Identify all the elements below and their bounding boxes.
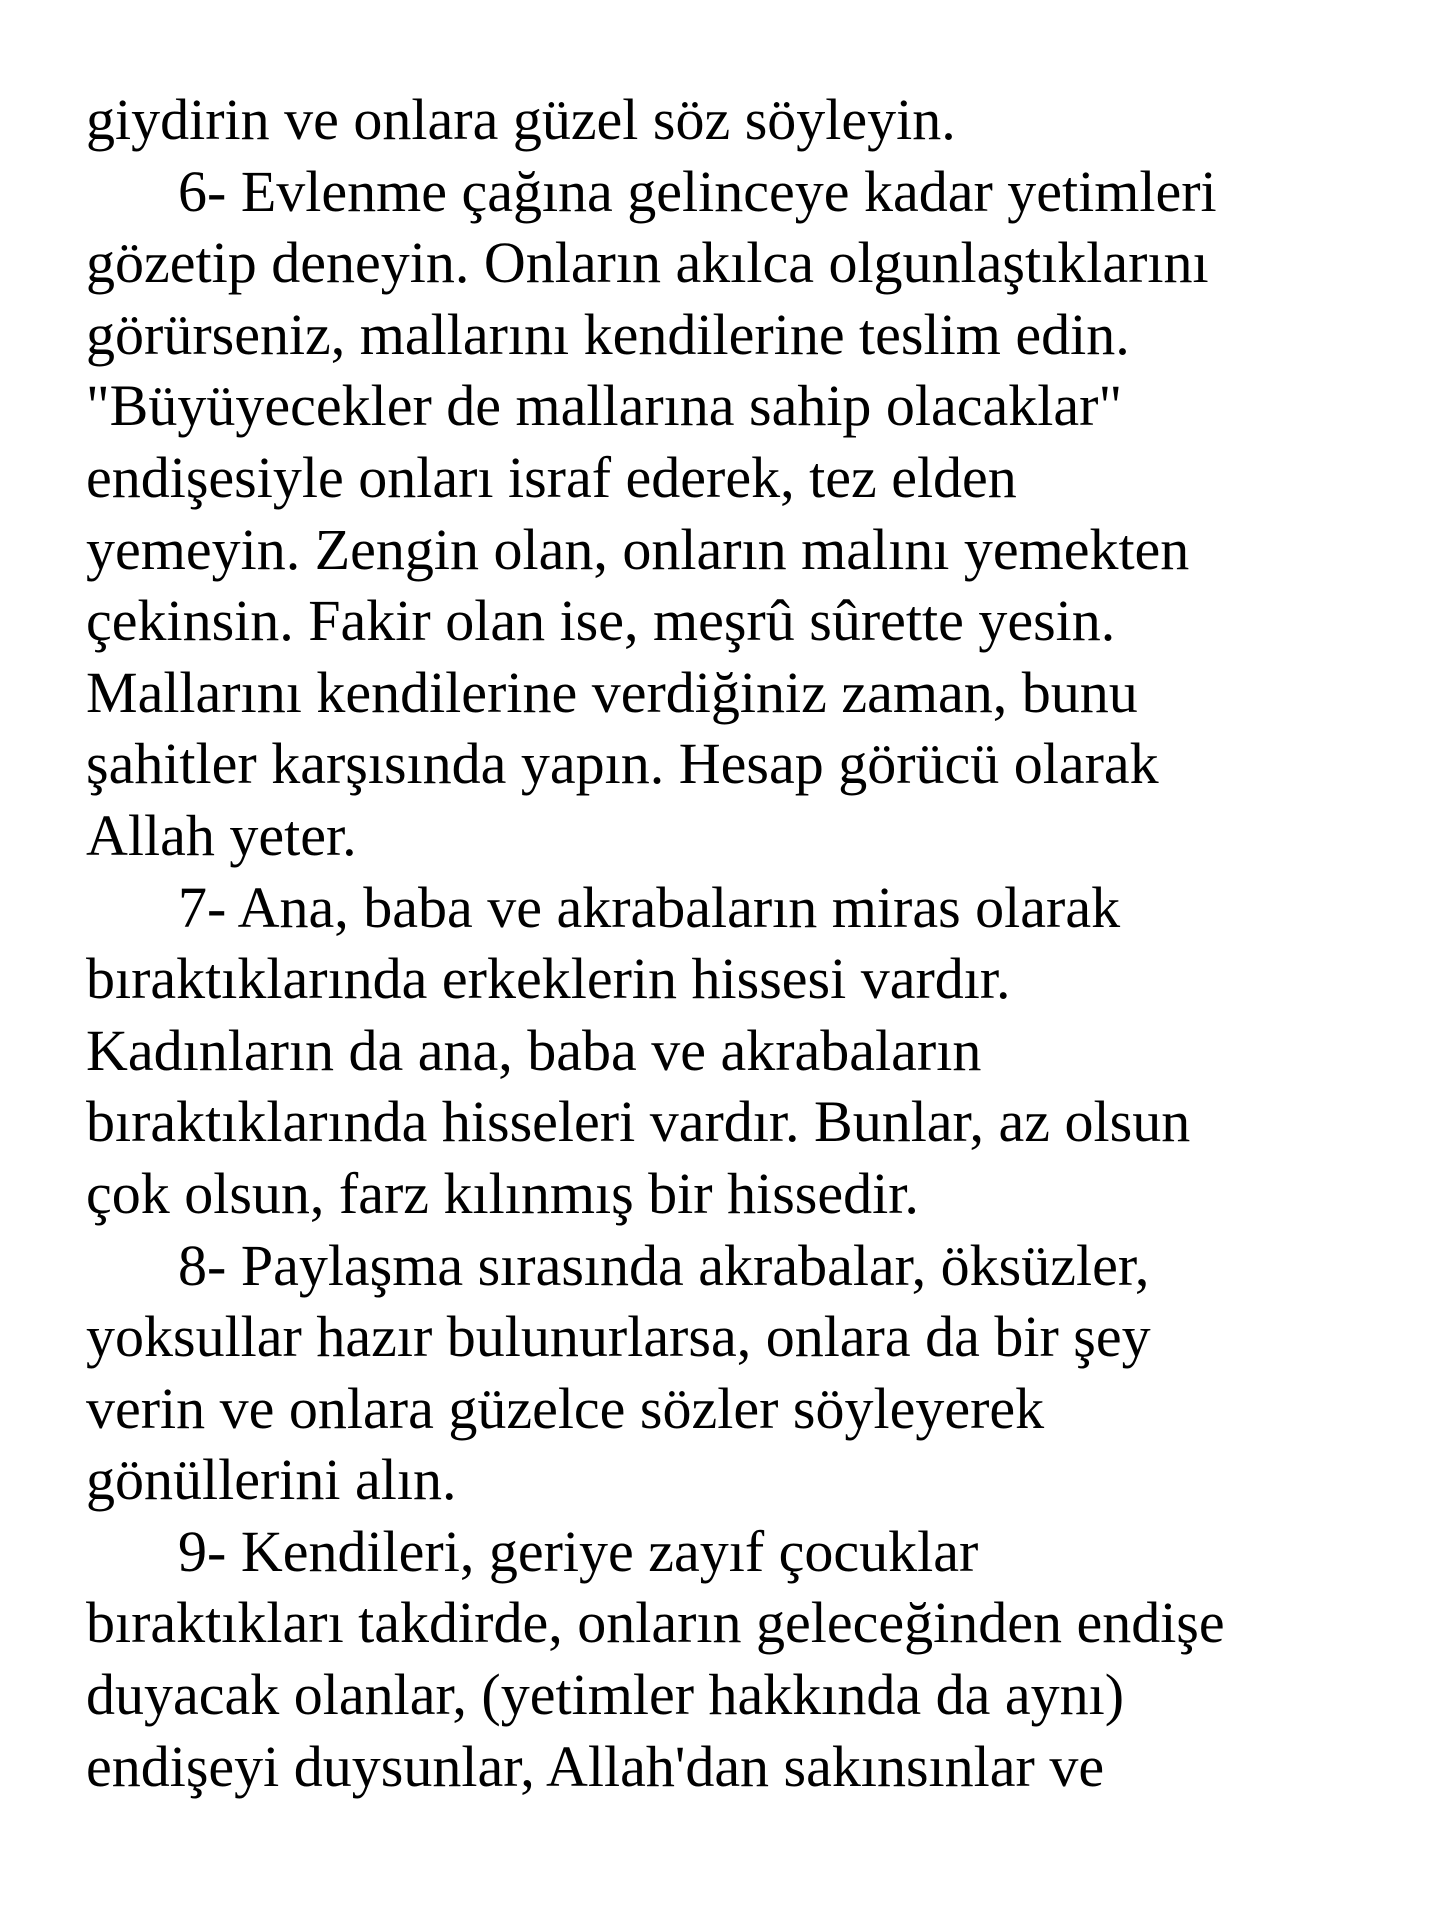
paragraph-first-line: 7- Ana, baba ve akrabaların miras olarak [178,874,1121,940]
paragraph-first-line: 6- Evlenme çağına gelinceye kadar yetimleri [178,158,1217,224]
paragraph-first-line: 8- Paylaşma sırasında akrabalar, öksüzler, [178,1232,1150,1298]
text-line: çok olsun, farz kılınmış bir hissedir. [86,1160,919,1226]
text-line: endişeyi duysunlar, Allah'dan sakınsınlar ve [86,1733,1105,1799]
text-line: bıraktıklarında erkeklerin hissesi vardır. [86,946,1011,1012]
text-line: yemeyin. Zengin olan, onların malını yemekten [86,516,1190,582]
text-line: duyacak olanlar, (yetimler hakkında da aynı) [86,1662,1125,1728]
paragraph-first-line: 9- Kendileri, geriye zayıf çocuklar [178,1518,979,1584]
body-text [86,84,1416,1802]
text-line: Allah yeter. [86,802,357,868]
text-line: giydirin ve onlara güzel söz söyleyin. [86,87,956,152]
text-line: gözetip deneyin. Onların akılca olgunlaştıklarını [86,230,1209,296]
text-line: görürseniz, mallarını kendilerine teslim edin. [86,301,1130,367]
text-line: Mallarını kendilerine verdiğiniz zaman, bunu [86,659,1138,725]
text-line: şahitler karşısında yapın. Hesap görücü olarak [86,731,1159,797]
text-line: çekinsin. Fakir olan ise, meşrû sûrette yesin. [86,588,1116,654]
text-line: yoksullar hazır bulunurlarsa, onlara da bir şey [86,1304,1151,1370]
text-line: bıraktıklarında hisseleri vardır. Bunlar, az olsun [86,1089,1191,1155]
text-line: bıraktıkları takdirde, onların geleceğinden endişe [86,1590,1225,1656]
text-line: verin ve onlara güzelce sözler söyleyerek [86,1375,1045,1441]
text-line: gönüllerini alın. [86,1447,457,1513]
text-line: Kadınların da ana, baba ve akrabaların [86,1017,982,1083]
text-line: endişesiyle onları israf ederek, tez elden [86,444,1017,510]
text-line: "Büyüyecekler de mallarına sahip olacaklar" [86,373,1123,439]
